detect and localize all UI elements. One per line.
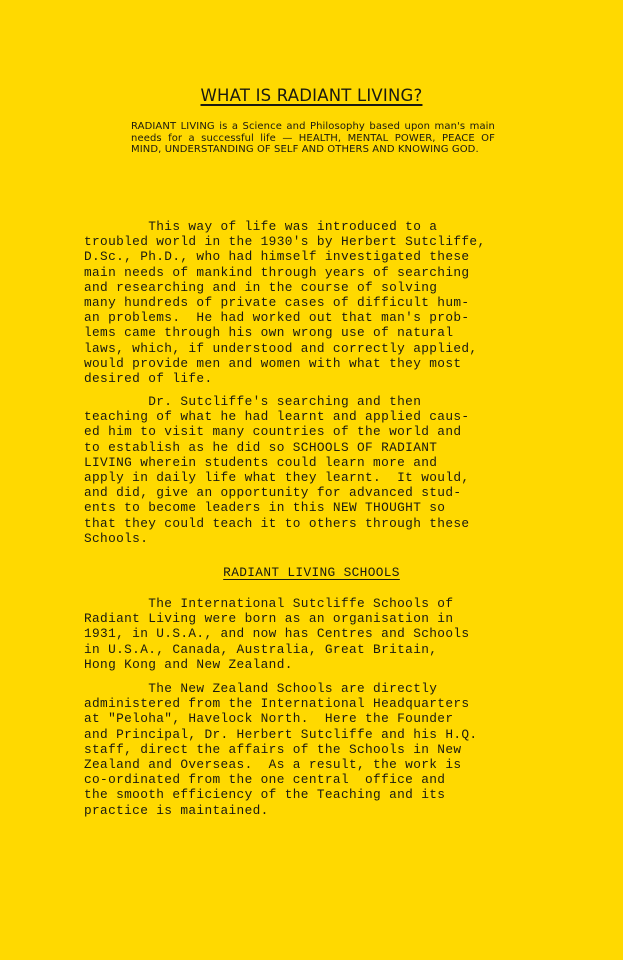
text-line: Schools. bbox=[84, 530, 149, 546]
text-line: Dr. Sutcliffe's searching and then bbox=[84, 394, 422, 409]
text-line: desired of life. bbox=[84, 370, 213, 386]
text-line: an problems. He had worked out that man's prob- bbox=[84, 310, 470, 326]
text-line: and researching and in the course of solving bbox=[84, 279, 438, 295]
text-line: Zealand and Overseas. As a result, the work is bbox=[84, 756, 462, 772]
text-line: lems came through his own wrong use of natural bbox=[84, 325, 454, 341]
page-title bbox=[0, 86, 623, 105]
text-line: teaching of what he had learnt and applied caus- bbox=[84, 409, 470, 425]
text-line: to establish as he did so SCHOOLS OF RADIANT bbox=[84, 439, 438, 455]
text-line: 1931, in U.S.A., and now has Centres and Schools bbox=[84, 626, 470, 642]
text-line: practice is maintained. bbox=[84, 802, 269, 818]
body-paragraph bbox=[84, 394, 554, 546]
body-paragraph bbox=[84, 596, 554, 672]
text-line: and did, give an opportunity for advanced stud- bbox=[84, 485, 462, 501]
text-line: many hundreds of private cases of difficult hum- bbox=[84, 294, 470, 310]
text-line: the smooth efficiency of the Teaching and its bbox=[84, 787, 446, 803]
body-paragraph bbox=[84, 681, 554, 818]
text-line: staff, direct the affairs of the Schools in New bbox=[84, 741, 462, 757]
intro-paragraph: RADIANT LIVING is a Science and Philosophy based upon man's main needs for a successful life — HEALTH, MENTAL POWER, PEACE OF MIND, UNDERSTANDING OF SELF AND OTHERS AND KNOWING GOD. bbox=[131, 121, 495, 155]
text-line: apply in daily life what they learnt. It would, bbox=[84, 469, 470, 485]
text-line: Hong Kong and New Zealand. bbox=[84, 656, 293, 672]
text-line: main needs of mankind through years of searching bbox=[84, 264, 470, 280]
text-line: LIVING wherein students could learn more and bbox=[84, 454, 438, 470]
section-heading bbox=[0, 565, 623, 580]
text-line: and Principal, Dr. Herbert Sutcliffe and his H.Q. bbox=[84, 726, 478, 742]
text-line: ents to become leaders in this NEW THOUGHT so bbox=[84, 500, 446, 516]
text-line: at "Peloha", Havelock North. Here the Founder bbox=[84, 711, 454, 727]
body-paragraph bbox=[84, 219, 554, 386]
text-line: The New Zealand Schools are directly bbox=[84, 681, 438, 696]
text-line: The International Sutcliffe Schools of bbox=[84, 596, 454, 611]
text-line: laws, which, if understood and correctly applied, bbox=[84, 340, 478, 356]
text-line: in U.S.A., Canada, Australia, Great Britain, bbox=[84, 641, 438, 657]
text-line: D.Sc., Ph.D., who had himself investigated these bbox=[84, 249, 470, 265]
text-line: that they could teach it to others through these bbox=[84, 515, 470, 531]
text-line: troubled world in the 1930's by Herbert Sutcliffe, bbox=[84, 234, 486, 250]
text-line: co-ordinated from the one central office and bbox=[84, 772, 446, 788]
page-title-text: WHAT IS RADIANT LIVING? bbox=[200, 86, 423, 105]
text-line: This way of life was introduced to a bbox=[84, 219, 438, 234]
text-line: ed him to visit many countries of the world and bbox=[84, 424, 462, 440]
text-line: Radiant Living were born as an organisation in bbox=[84, 611, 454, 627]
text-line: administered from the International Headquarters bbox=[84, 696, 470, 712]
text-line: would provide men and women with what they most bbox=[84, 355, 462, 371]
section-heading-text: RADIANT LIVING SCHOOLS bbox=[223, 565, 400, 580]
